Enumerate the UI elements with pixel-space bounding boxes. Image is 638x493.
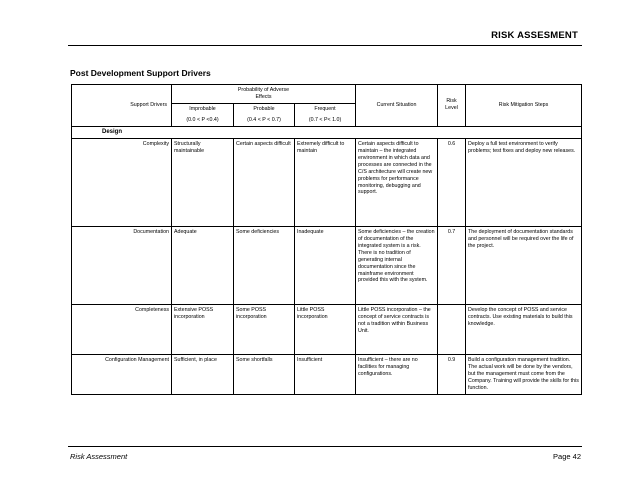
row-frequent: Little POSS incorporation xyxy=(295,305,356,355)
frequent-label: Frequent xyxy=(314,105,336,112)
group-row-design xyxy=(72,126,582,139)
table-row xyxy=(72,227,582,305)
row-risk-level: 0.9 xyxy=(438,355,466,395)
footer-rule xyxy=(68,446,582,447)
row-frequent: Extremely difficult to maintain xyxy=(295,139,356,227)
row-mitigation: Build a configuration management tradition. The actual work will be done by the vendors, but the management must come from the Company. Training will provide the skills for this function. xyxy=(466,355,582,395)
probable-label: Probable xyxy=(253,105,275,112)
improbable-range: (0.0 < P <0.4) xyxy=(186,116,219,123)
row-risk-level: 0.7 xyxy=(438,227,466,305)
col-header-improbable xyxy=(172,103,234,126)
row-frequent: Inadequate xyxy=(295,227,356,305)
row-improbable: Sufficient, in place xyxy=(172,355,234,395)
header-rule xyxy=(68,45,582,46)
row-probable: Some deficiencies xyxy=(234,227,295,305)
row-improbable: Adequate xyxy=(172,227,234,305)
row-driver: Documentation xyxy=(72,227,172,305)
col-header-support-drivers: Support Drivers xyxy=(72,85,172,127)
row-frequent: Insufficient xyxy=(295,355,356,395)
table-header-row-1 xyxy=(72,85,582,104)
improbable-label: Improbable xyxy=(189,105,216,112)
row-driver: Completeness xyxy=(72,305,172,355)
col-header-current-situation: Current Situation xyxy=(356,85,438,127)
table-row xyxy=(72,305,582,355)
row-situation: Little POSS incorporation – the concept of service contracts is not a tradition within Business Unit. xyxy=(356,305,438,355)
row-mitigation: Develop the concept of POSS and service contracts. Use existing materials to build this knowledge. xyxy=(466,305,582,355)
footer-document-title: Risk Assessment xyxy=(70,452,128,461)
row-driver: Complexity xyxy=(72,139,172,227)
row-situation: Insufficient – there are no facilities for managing configurations. xyxy=(356,355,438,395)
col-header-probable xyxy=(234,103,295,126)
table-row xyxy=(72,139,582,227)
row-situation: Certain aspects difficult to maintain – the integrated environment in which data and processes are connected in the C/S architecture will create new problems for performance monitoring, debugging and support. xyxy=(356,139,438,227)
row-improbable: Structurally maintainable xyxy=(172,139,234,227)
risk-table xyxy=(71,84,582,395)
row-mitigation: The deployment of documentation standards and personnel will be required over the life of the project. xyxy=(466,227,582,305)
row-probable: Some shortfalls xyxy=(234,355,295,395)
frequent-range: (0.7 < P< 1.0) xyxy=(308,116,342,123)
col-header-frequent xyxy=(295,103,356,126)
row-situation: Some deficiencies – the creation of documentation of the integrated system is a risk. There is no tradition of generating internal documentation since the mainframe environment provided this with the system. xyxy=(356,227,438,305)
col-header-probability: Probability of Adverse Effects xyxy=(172,85,356,104)
row-risk-level xyxy=(438,305,466,355)
group-label-design: Design xyxy=(72,126,582,139)
row-mitigation: Deploy a full test environment to verify problems; test fixes and deploy new releases. xyxy=(466,139,582,227)
probable-range: (0.4 < P < 0.7) xyxy=(247,116,281,123)
row-probable: Certain aspects difficult xyxy=(234,139,295,227)
footer-page-number: Page 42 xyxy=(553,452,581,461)
col-header-mitigation: Risk Mitigation Steps xyxy=(466,85,582,127)
row-risk-level: 0.6 xyxy=(438,139,466,227)
row-driver: Configuration Management xyxy=(72,355,172,395)
section-title: Post Development Support Drivers xyxy=(70,68,211,78)
page-header-title: RISK ASSESMENT xyxy=(491,30,578,41)
row-improbable: Extensive POSS incorporation xyxy=(172,305,234,355)
row-probable: Some POSS incorporation xyxy=(234,305,295,355)
col-header-risk-level: Risk Level xyxy=(438,85,466,127)
table-row xyxy=(72,355,582,395)
